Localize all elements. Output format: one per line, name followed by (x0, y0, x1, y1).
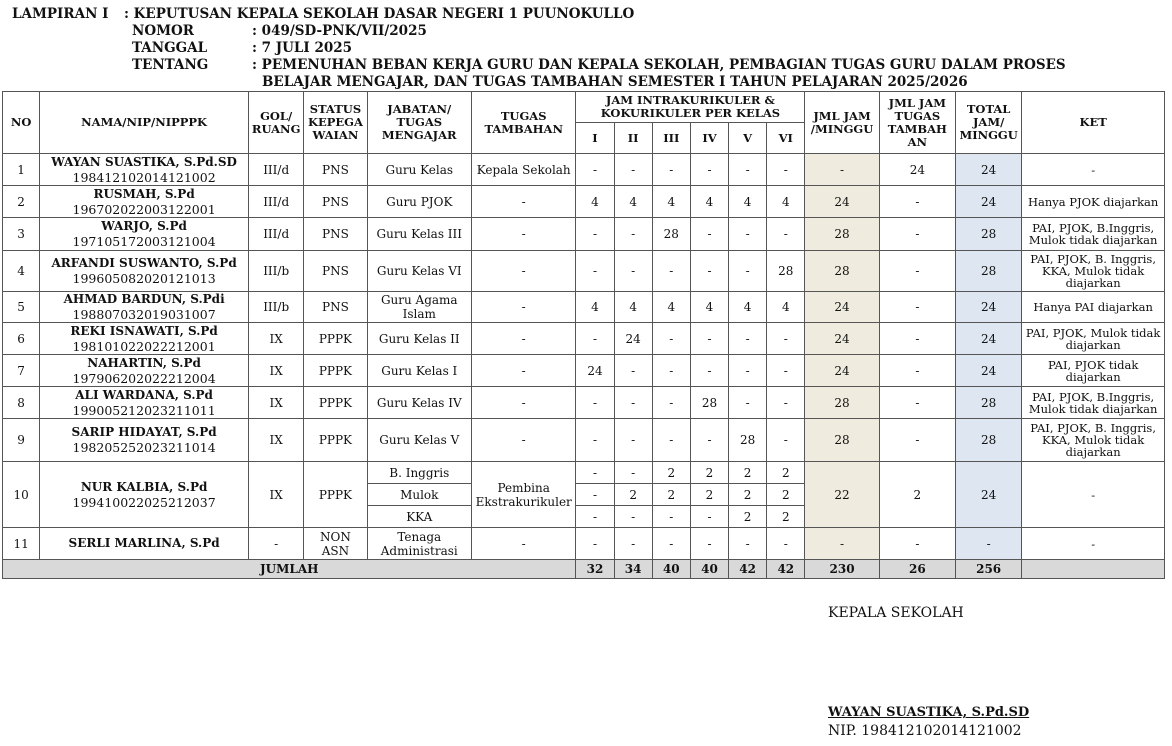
cell-kelas: - (652, 528, 690, 560)
cell-kelas: - (729, 251, 767, 292)
cell-ket: PAI, PJOK, B.Inggris, Mulok tidak diajarkan (1022, 387, 1165, 419)
cell-jml: 24 (805, 355, 879, 387)
cell-kelas: - (767, 218, 805, 251)
table-row (3, 292, 1165, 323)
cell-nama: RUSMAH, S.Pd 196702022003122001 (40, 186, 249, 218)
cell-kelas: - (767, 528, 805, 560)
jumlah-kelas: 42 (729, 560, 767, 579)
cell-tambahan: - (879, 186, 955, 218)
cell-kelas: - (690, 355, 728, 387)
jumlah-label: JUMLAH (3, 560, 576, 579)
col-jabatan: JABATAN/ TUGAS MENGAJAR (367, 92, 471, 154)
cell-tugas: - (471, 251, 575, 292)
cell-nama: NAHARTIN, S.Pd 197906202022212004 (40, 355, 249, 387)
col-kelas: I (576, 123, 614, 154)
lampiran-value: : KEPUTUSAN KEPALA SEKOLAH DASAR NEGERI 1 PUUNOKULLO (124, 6, 635, 22)
cell-total: 24 (956, 323, 1022, 355)
cell-kelas: - (652, 419, 690, 462)
cell-kelas: - (729, 528, 767, 560)
cell-tambahan: 2 (879, 462, 955, 528)
col-total: TOTAL JAM/ MINGGU (956, 92, 1022, 154)
cell-status: PPPK (304, 355, 367, 387)
col-kelas: II (614, 123, 652, 154)
table-row (3, 251, 1165, 292)
cell-total: - (956, 528, 1022, 560)
cell-kelas: - (652, 251, 690, 292)
cell-tugas: - (471, 323, 575, 355)
cell-kelas: - (652, 154, 690, 186)
cell-kelas: - (690, 154, 728, 186)
cell-no: 4 (3, 251, 40, 292)
cell-kelas: - (576, 387, 614, 419)
cell-kelas: - (690, 323, 728, 355)
cell-jabatan: Guru Kelas IV (367, 387, 471, 419)
cell-status: PNS (304, 218, 367, 251)
table-row (3, 528, 1165, 560)
col-jam-intrakurikuler: JAM INTRAKURIKULER & KOKURIKULER PER KELAS (576, 92, 805, 123)
cell-gol: IX (249, 419, 304, 462)
cell-no: 11 (3, 528, 40, 560)
cell-jml: 28 (805, 419, 879, 462)
cell-kelas: - (576, 528, 614, 560)
signature-nip: NIP. 198412102014121002 (828, 723, 1022, 739)
cell-kelas: 4 (767, 292, 805, 323)
cell-tambahan: - (879, 528, 955, 560)
cell-gol: IX (249, 387, 304, 419)
cell-kelas: - (690, 506, 728, 528)
cell-kelas: - (576, 323, 614, 355)
cell-kelas: - (614, 506, 652, 528)
cell-nama: ARFANDI SUSWANTO, S.Pd 199605082020121013 (40, 251, 249, 292)
cell-kelas: 2 (767, 506, 805, 528)
cell-status: PNS (304, 154, 367, 186)
cell-status: NON ASN (304, 528, 367, 560)
cell-jabatan: KKA (367, 506, 471, 528)
cell-tambahan: - (879, 292, 955, 323)
cell-kelas: - (729, 387, 767, 419)
cell-total: 24 (956, 355, 1022, 387)
cell-kelas: - (729, 154, 767, 186)
cell-kelas: - (729, 218, 767, 251)
table-row (3, 218, 1165, 251)
cell-kelas: - (729, 355, 767, 387)
cell-total: 24 (956, 462, 1022, 528)
cell-status: PPPK (304, 462, 367, 528)
cell-kelas: 4 (690, 186, 728, 218)
cell-status: PNS (304, 251, 367, 292)
cell-kelas: - (576, 462, 614, 484)
table-row (3, 355, 1165, 387)
cell-kelas: - (576, 484, 614, 506)
cell-gol: III/b (249, 251, 304, 292)
cell-jabatan: B. Inggris (367, 462, 471, 484)
cell-kelas: - (729, 323, 767, 355)
cell-kelas: - (614, 462, 652, 484)
cell-kelas: 4 (652, 186, 690, 218)
cell-kelas: - (690, 251, 728, 292)
cell-total: 28 (956, 218, 1022, 251)
table-row (3, 154, 1165, 186)
cell-gol: IX (249, 462, 304, 528)
table-row (3, 323, 1165, 355)
cell-kelas: - (576, 419, 614, 462)
cell-kelas: - (767, 154, 805, 186)
cell-total: 28 (956, 251, 1022, 292)
cell-kelas: 4 (767, 186, 805, 218)
col-kelas: VI (767, 123, 805, 154)
jumlah-row (3, 560, 1165, 579)
cell-kelas: 2 (652, 462, 690, 484)
nomor-value: : 049/SD-PNK/VII/2025 (252, 23, 427, 39)
col-kelas: IV (690, 123, 728, 154)
cell-kelas: - (652, 506, 690, 528)
jumlah-kelas: 40 (690, 560, 728, 579)
cell-ket: - (1022, 462, 1165, 528)
cell-jabatan: Guru PJOK (367, 186, 471, 218)
cell-tugas: - (471, 292, 575, 323)
cell-jabatan: Guru Agama Islam (367, 292, 471, 323)
cell-nama: SERLI MARLINA, S.Pd (40, 528, 249, 560)
cell-ket: PAI, PJOK, Mulok tidak diajarkan (1022, 323, 1165, 355)
col-no: NO (3, 92, 40, 154)
cell-kelas: 24 (576, 355, 614, 387)
cell-tugas: Kepala Sekolah (471, 154, 575, 186)
cell-total: 24 (956, 292, 1022, 323)
cell-nama: ALI WARDANA, S.Pd 199005212023211011 (40, 387, 249, 419)
cell-jml: 28 (805, 251, 879, 292)
col-kelas: III (652, 123, 690, 154)
cell-kelas: - (576, 251, 614, 292)
cell-kelas: 2 (652, 484, 690, 506)
cell-kelas: 2 (614, 484, 652, 506)
cell-nama: REKI ISNAWATI, S.Pd 198101022022212001 (40, 323, 249, 355)
cell-kelas: 2 (729, 462, 767, 484)
cell-nama: WARJO, S.Pd 197105172003121004 (40, 218, 249, 251)
cell-kelas: - (614, 387, 652, 419)
cell-jml: 28 (805, 218, 879, 251)
cell-jml: 22 (805, 462, 879, 528)
cell-no: 7 (3, 355, 40, 387)
jumlah-tambahan: 26 (879, 560, 955, 579)
cell-status: PNS (304, 186, 367, 218)
cell-status: PPPK (304, 419, 367, 462)
nomor-label: NOMOR (132, 23, 195, 39)
cell-jabatan: Mulok (367, 484, 471, 506)
cell-jml: 24 (805, 323, 879, 355)
cell-kelas: - (690, 419, 728, 462)
cell-kelas: - (614, 154, 652, 186)
cell-kelas: 2 (690, 484, 728, 506)
cell-kelas: 2 (690, 462, 728, 484)
cell-no: 10 (3, 462, 40, 528)
cell-kelas: - (690, 218, 728, 251)
cell-kelas: - (767, 387, 805, 419)
jumlah-kelas: 42 (767, 560, 805, 579)
cell-nama: WAYAN SUASTIKA, S.Pd.SD 198412102014121002 (40, 154, 249, 186)
signature-name: WAYAN SUASTIKA, S.Pd.SD (828, 705, 1030, 720)
cell-ket: PAI, PJOK, B.Inggris, Mulok tidak diajarkan (1022, 218, 1165, 251)
cell-gol: III/d (249, 218, 304, 251)
cell-kelas: - (614, 218, 652, 251)
tentang-line1: : PEMENUHAN BEBAN KERJA GURU DAN KEPALA SEKOLAH, PEMBAGIAN TUGAS GURU DALAM PROSES (252, 57, 1066, 73)
cell-nama: SARIP HIDAYAT, S.Pd 198205252023211014 (40, 419, 249, 462)
col-jml-jam: JML JAM /MINGGU (805, 92, 879, 154)
cell-tambahan: - (879, 355, 955, 387)
cell-gol: III/d (249, 186, 304, 218)
cell-tambahan: - (879, 387, 955, 419)
cell-kelas: - (767, 323, 805, 355)
cell-jabatan: Guru Kelas I (367, 355, 471, 387)
cell-gol: III/b (249, 292, 304, 323)
cell-kelas: 4 (614, 186, 652, 218)
cell-kelas: 2 (767, 462, 805, 484)
cell-tugas: - (471, 218, 575, 251)
cell-no: 5 (3, 292, 40, 323)
cell-kelas: 4 (614, 292, 652, 323)
cell-kelas: 4 (652, 292, 690, 323)
cell-tugas: - (471, 355, 575, 387)
tentang-line2: BELAJAR MENGAJAR, DAN TUGAS TAMBAHAN SEMESTER I TAHUN PELAJARAN 2025/2026 (262, 74, 968, 90)
col-gol: GOL/ RUANG (249, 92, 304, 154)
cell-no: 3 (3, 218, 40, 251)
cell-total: 28 (956, 419, 1022, 462)
cell-jml: 28 (805, 387, 879, 419)
cell-total: 28 (956, 387, 1022, 419)
cell-kelas: - (614, 251, 652, 292)
lampiran-label: LAMPIRAN I (12, 6, 109, 22)
cell-ket: PAI, PJOK tidak diajarkan (1022, 355, 1165, 387)
cell-tugas: - (471, 419, 575, 462)
cell-no: 1 (3, 154, 40, 186)
cell-kelas: - (576, 506, 614, 528)
cell-kelas: 2 (729, 484, 767, 506)
cell-gol: - (249, 528, 304, 560)
cell-gol: IX (249, 355, 304, 387)
cell-jabatan: Tenaga Administrasi (367, 528, 471, 560)
cell-tambahan: - (879, 218, 955, 251)
col-nama: NAMA/NIP/NIPPPK (40, 92, 249, 154)
cell-total: 24 (956, 154, 1022, 186)
table-row (3, 419, 1165, 462)
jumlah-ket (1022, 560, 1165, 579)
cell-kelas: 24 (614, 323, 652, 355)
cell-kelas: 2 (729, 506, 767, 528)
col-ket: KET (1022, 92, 1165, 154)
cell-status: PNS (304, 292, 367, 323)
table-row (3, 462, 1165, 484)
cell-kelas: 4 (576, 292, 614, 323)
cell-ket: - (1022, 154, 1165, 186)
col-jml-tugas: JML JAM TUGAS TAMBAH AN (879, 92, 955, 154)
cell-no: 8 (3, 387, 40, 419)
cell-kelas: - (652, 387, 690, 419)
jumlah-kelas: 32 (576, 560, 614, 579)
cell-jml: 24 (805, 186, 879, 218)
cell-jml: - (805, 154, 879, 186)
jumlah-jml: 230 (805, 560, 879, 579)
cell-kelas: 28 (767, 251, 805, 292)
cell-kelas: 2 (767, 484, 805, 506)
cell-tugas: Pembina Ekstrakurikuler (471, 462, 575, 528)
jumlah-total: 256 (956, 560, 1022, 579)
cell-tugas: - (471, 528, 575, 560)
cell-kelas: 28 (652, 218, 690, 251)
cell-kelas: 28 (690, 387, 728, 419)
tanggal-value: : 7 JULI 2025 (252, 40, 353, 56)
cell-kelas: - (652, 323, 690, 355)
cell-jabatan: Guru Kelas III (367, 218, 471, 251)
cell-tugas: - (471, 387, 575, 419)
cell-ket: - (1022, 528, 1165, 560)
cell-kelas: - (614, 528, 652, 560)
cell-kelas: 4 (576, 186, 614, 218)
cell-kelas: - (614, 355, 652, 387)
cell-tambahan: - (879, 323, 955, 355)
cell-jabatan: Guru Kelas V (367, 419, 471, 462)
cell-gol: IX (249, 323, 304, 355)
cell-ket: PAI, PJOK, B. Inggris, KKA, Mulok tidak diajarkan (1022, 251, 1165, 292)
cell-nama: NUR KALBIA, S.Pd 199410022025212037 (40, 462, 249, 528)
table-row (3, 387, 1165, 419)
col-tugas-tambahan: TUGAS TAMBAHAN (471, 92, 575, 154)
cell-kelas: 4 (729, 186, 767, 218)
table-row (3, 186, 1165, 218)
cell-jabatan: Guru Kelas VI (367, 251, 471, 292)
cell-tambahan: - (879, 251, 955, 292)
cell-kelas: - (576, 154, 614, 186)
cell-tambahan: - (879, 419, 955, 462)
cell-no: 6 (3, 323, 40, 355)
cell-jml: 24 (805, 292, 879, 323)
cell-total: 24 (956, 186, 1022, 218)
cell-kelas: - (690, 528, 728, 560)
cell-kelas: 4 (690, 292, 728, 323)
cell-no: 9 (3, 419, 40, 462)
cell-status: PPPK (304, 323, 367, 355)
cell-kelas: - (767, 419, 805, 462)
workload-table (2, 91, 1165, 579)
cell-tambahan: 24 (879, 154, 955, 186)
cell-jabatan: Guru Kelas (367, 154, 471, 186)
tanggal-label: TANGGAL (132, 40, 208, 56)
cell-kelas: - (767, 355, 805, 387)
cell-ket: PAI, PJOK, B. Inggris, KKA, Mulok tidak diajarkan (1022, 419, 1165, 462)
cell-gol: III/d (249, 154, 304, 186)
cell-tugas: - (471, 186, 575, 218)
cell-ket: Hanya PJOK diajarkan (1022, 186, 1165, 218)
cell-kelas: - (576, 218, 614, 251)
col-kelas: V (729, 123, 767, 154)
cell-nama: AHMAD BARDUN, S.Pdi 198807032019031007 (40, 292, 249, 323)
cell-no: 2 (3, 186, 40, 218)
cell-kelas: - (652, 355, 690, 387)
cell-jabatan: Guru Kelas II (367, 323, 471, 355)
cell-status: PPPK (304, 387, 367, 419)
col-status: STATUS KEPEGA WAIAN (304, 92, 367, 154)
tentang-label: TENTANG (132, 57, 209, 73)
jumlah-kelas: 34 (614, 560, 652, 579)
signature-title: KEPALA SEKOLAH (828, 605, 964, 621)
cell-kelas: 28 (729, 419, 767, 462)
cell-kelas: 4 (729, 292, 767, 323)
cell-ket: Hanya PAI diajarkan (1022, 292, 1165, 323)
jumlah-kelas: 40 (652, 560, 690, 579)
cell-kelas: - (614, 419, 652, 462)
cell-jml: - (805, 528, 879, 560)
